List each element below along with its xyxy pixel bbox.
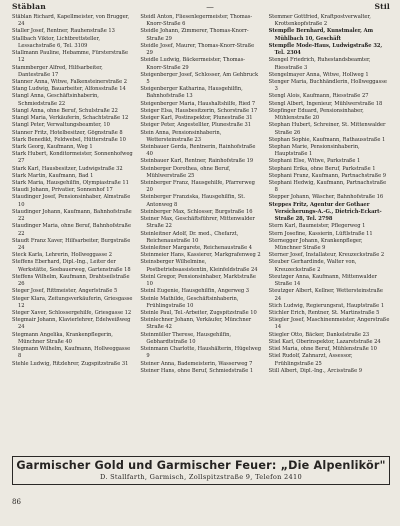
directory-entry: Stengl Albert, Ingenieur, Mühlwerstraße 18 (268, 100, 383, 107)
directory-entry: Stark Martin, Kaufmann, Bad 1 (12, 172, 94, 179)
directory-entry: Stanner Anna, Witwe, Falkensteinerstraße 2 (12, 78, 128, 85)
directory-column-3 (269, 14, 390, 452)
directory-entry: Steigenberger Katharina, Hausgehilfin, Bahnhofstraße 13 (140, 86, 243, 100)
directory-entry: Stemmer Gottfried, Kraftpostverwalter, Krottenkopfstraße 2 (268, 14, 371, 28)
directory-entry: Staudinger Johann, Kaufmann, Bahnhofstraße 22 (12, 208, 132, 223)
directory-entry: Stiegler Otto, Bäcker, Dankelstraße 23 (268, 331, 370, 338)
directory-entry: Stangl Anna, ohne Beruf, Schulstraße 22 (12, 107, 118, 114)
directory-entry: Stengel Friedrich, Ruhestandsbeamter, Riesstraße 3 (268, 57, 371, 71)
directory-entry: Steinberger Max, Schlosser, Burgstraße 16 (140, 208, 253, 215)
directory-entry: Stephani Hedwig, Kaufmann, Partnachstraße 8 (268, 180, 387, 194)
directory-entry: Steinberger Dorothea, ohne Beruf, Mühlwerstraße 25 (140, 165, 231, 179)
directory-entry: Stein Anna, Pensionsinhaberin, Wettersteinstraße 23 (140, 129, 222, 143)
directory-column-2 (140, 14, 261, 452)
directory-entry: Steinleitner Adolf, Dr. med., Chefarzt, Reichenaustraße 10 (140, 230, 239, 244)
header-left-keyword: Stäblan (12, 2, 46, 11)
directory-entry: Stephani Else, Witwe, Parkstraße 1 (268, 158, 361, 165)
directory-entry: Stephan Hubert, Schreiner, St. Mittenwalder Straße 26 (268, 122, 386, 136)
directory-entry: Stegmann Wilhelm, Kaufmann, Hollweggasse 8 (12, 346, 131, 360)
directory-entry: Stark Georg, Kaufmann, Weg 1 (12, 143, 93, 150)
directory-entry: Steutzger Anna, Kaufmann, Mittenwalder Straße 14 (268, 273, 377, 288)
directory-entry: Sterner Josef, Installateur, Kreuzeckstraße 2 (268, 252, 385, 259)
directory-entry: Stepfinger Eduard, Pensionsinhaber, Mühlenstraße 20 (268, 107, 364, 122)
directory-entry: Stegmann Angelika, Krankenpflegerin, Münchner Straße 40 (12, 331, 113, 345)
directory-entry: Steinle Paul, Tel.-Arbeiter, Zugspitzstraße 10 (140, 309, 257, 316)
directory-entry: Stehle Ludwig, Ritzlehrer, Zugspitzstraße 31 (12, 360, 129, 367)
directory-entry: Steinmann Charlotte, Haushälterin, Hügelweg 9 (140, 346, 262, 360)
directory-entry: Stangl Maria, Verkäuferin, Schachtstraße 12 (12, 115, 129, 122)
directory-entry: Steger Klara, Zeitungsverkäuferin, Griesgasse 12 (12, 295, 133, 309)
directory-entry: Steiner Max, Geschäftsführer, Mittenwalder Straße 22 (140, 216, 255, 230)
advertisement-headline: Garmischer Gold und Garmischer Feuer: „Die Alpenlikör" (16, 459, 386, 472)
directory-entry: Stiel Rudolf, Zahnarzt, Assessor, Frühlingstraße 25 (268, 353, 353, 367)
directory-entry: Steinleitner Margarete, Reichenaustraße 4 (140, 245, 253, 251)
directory-entry: Steger Xaver, Schlossergehilfe, Griesgasse 12 (12, 309, 132, 316)
directory-entry: Steck Karla, Lehrerin, Hollweggasse 2 (12, 252, 112, 259)
directory-entry: Stengelmayer Anna, Witwe, Hollweg 1 (268, 71, 369, 78)
directory-entry: Stangl Peter, Verwaltungsbeamter, 10 (12, 122, 110, 129)
directory-entry: Steger Josef, Rittmeister, Angerlstraße 5 (12, 288, 118, 295)
directory-entry: Steinmeier Hans, Kassierer, Markgrafenweg 2 (140, 252, 261, 259)
directory-entry: Steinmüller Therese, Hausgehilfin, Gebhardtstraße 10 (140, 331, 231, 345)
advertisement-address: D. Stallfarth, Garmisch, Zollspitzstraße 9, Telefon 2410 (99, 473, 303, 481)
directory-entry: Stengl Alois, Kaufmann, Riesstraße 27 (268, 93, 369, 100)
directory-entry: Stepper Johann, Wäscher, Bahnhofstraße 16 (268, 194, 384, 201)
directory-entry: Steppes Fritz, Agentur der Gothaer Versicherungs-A.-G., Dietrich-Eckart-Straße 28, Tel. 2798 (268, 201, 382, 223)
directory-entry: Stark Maria, Hausgehilfin, Olympiastraße 11 (12, 180, 129, 187)
header-right-keyword: Stil (374, 2, 390, 11)
directory-entry: Steutzger Albert, Kellner, Wettersteinstraße 24 (268, 288, 383, 302)
directory-entry: Stempfle Bernhard, Kunstmaler, Am Mühlbach 10, Geschäft (268, 28, 374, 42)
directory-entry: Steidle Johann, Zimmerer, Thomas-Knorr-Straße 29 (140, 28, 249, 42)
directory-entry: Steffens Eberhard, Dipl.-Ing., Leiter der Werkstätte, Seebauerweg, Gartenstraße 18 (12, 259, 131, 273)
directory-entry: Stephani Erika, ohne Beruf, Parkstraße 1 (268, 165, 376, 172)
directory-entry: Stark Benedikt, Feldwebel, Hütterstraße 10 (12, 136, 126, 143)
page-number: 86 (12, 498, 21, 506)
directory-entry: Steiger Elsa, Hausbesitzerin, Schorstraße 17 (140, 107, 258, 114)
directory-entry: Steigenberger Maria, Haushaltshilfe, Ried 7 (140, 100, 256, 107)
directory-entry: Staudt Franz Xaver, Hilfsarbeiter, Burgstraße 24 (12, 237, 131, 251)
directory-entry: Staller Josef, Rentner, Rauhenstraße 13 (12, 28, 115, 35)
directory-entry: Steidle Ludwig, Bäckermeister, Thomas-Knorr-Straße 29 (140, 57, 246, 71)
directory-entry: Stephan Marie, Pensionsinhaberin, Hauptstraße 1 (268, 143, 360, 158)
directory-entry: Steinl Gregor, Pensionsinhaber, Marktstraße 10 (140, 273, 256, 288)
directory-entry: Stallbach Viktor, Lichtbrettsteller, Lessachstraße 6, Tel. 3109 (12, 35, 100, 49)
directory-entry: Steiner Hans, ohne Beruf, Schmiedstraße 1 (140, 367, 254, 374)
directory-entry: Stäblan Richard, Kapellmeister, von Brugger, 24 (12, 14, 130, 28)
header-center-mark: — (206, 2, 215, 11)
directory-entry: Still Albert, Dipl.-Ing., Arcisstraße 9 (268, 367, 363, 374)
directory-entry: Staudinger Josef, Pensionsinhaber, Almstraße 10 (12, 194, 131, 208)
directory-entry: Steinsberger Wilhelmine, Postbetriebsassistentin, Kleinfeldstraße 24 (140, 259, 258, 273)
directory-entry: Stammberger Alfred, Hilfsarbeiter, Dantestraße 17 (12, 64, 103, 78)
directory-entry: Stephani Franz, Kaufmann, Partnachstraße 9 (268, 172, 387, 179)
directory-entry: Stang Ludwig, Bauarbeiter, Alfonsstraße 14 (12, 86, 126, 93)
directory-entry: Stallmann Pauline, Hebamme, Fürsterstraße 12 (12, 50, 129, 64)
directory-entry: Stephan Sophie, Kaufmann, Rathausstraße 1 (268, 136, 386, 143)
directory-entry: Stiel Maria, ohne Beruf, Mühlenstraße 10 (268, 346, 377, 353)
directory-entry: Stempfle Mode-Haus, Ludwigstraße 32, Tel. 2304 (268, 42, 383, 57)
directory-entry: Stich Ludwig, Regierungsrat, Hauptstraße 1 (268, 302, 385, 309)
advertisement-box (12, 456, 390, 485)
directory-entry: Staudinger Maria, ohne Beruf, Bahnhofstraße 22 (12, 223, 131, 237)
directory-entry: Stangl Anna, Geschäftsinhaberin, Schmiedstraße 22 (12, 93, 99, 107)
directory-columns (12, 14, 390, 452)
directory-entry: Stark Karl, Hausbesitzer, Ludwigstraße 32 (12, 165, 123, 172)
directory-entry: Stern Josefine, Kassierin, Lüftlstraße 11 (268, 230, 373, 237)
directory-entry: Stenger Maria, Buchhändlerin, Hollweggasse 3 (268, 78, 387, 93)
directory-entry: Steinbauer Karl, Rentner, Rainhofstraße 19 (140, 158, 254, 165)
directory-entry: Staudi Johann, Privatier, Sonnenhof 17 (12, 187, 113, 194)
directory-entry: Stark Hubert, Konditormeister, Sonnenhofweg 27 (12, 151, 133, 165)
directory-entry: Steinle Mathilde, Geschäftsinhaberin, Frühlingstraße 10 (140, 295, 239, 309)
directory-entry: Stiel Karl, Oberinspektor, Lazaretstraße 24 (268, 338, 381, 345)
directory-entry: Steigenberger Josef, Schlosser, Am Gehbruck 5 (140, 71, 259, 85)
directory-entry: Steidl Anton, Fliesenlegermeister, Thomas-Knorr-Straße 6 (140, 14, 253, 28)
directory-column-1 (12, 14, 133, 452)
directory-entry: Steinlechner Johann, Verkäufer, Münchner Straße 42 (140, 317, 252, 331)
directory-entry: Steiner Anna, Bademeisterin, Wasserweg 7 (140, 360, 253, 367)
directory-entry: Stanner Fritz, Hotelbesitzer, Gögnstraße 8 (12, 129, 123, 136)
directory-entry: Stiegler Josef, Maschinenmeister, Angerstraße 14 (268, 317, 390, 331)
directory-entry: Sternegger Johann, Krankenpfleger, Münchner Straße 9 (268, 237, 363, 251)
directory-entry: Steinbauer Gerda, Rentnerin, Rainhofstraße 40 (140, 143, 256, 158)
directory-entry: Steuber Gerhardinde, Walter von, Kreuzeckstraße 2 (268, 259, 357, 273)
directory-entry: Steidle Josef, Maurer, Thomas-Knorr-Straße 29 (140, 42, 255, 57)
directory-entry: Steiger Peter, Angestellter, Plunestraße 31 (140, 122, 252, 129)
directory-entry: Stegmair Johann, Klavierlehrer, Edelweißweg 24 (12, 317, 131, 331)
directory-entry: Stern Karl, Baumeister, Pflegerweg 1 (268, 223, 366, 230)
directory-entry: Steinl Eugenie, Hausgehilfin, Angerweg 3 (140, 288, 250, 295)
directory-entry: Steiger Karl, Postinspektor, Plunestraße 31 (140, 115, 253, 122)
directory-entry: Steffens Wilhelm, Kaufmann, Drahtseilstraße 26 (12, 273, 130, 288)
directory-entry: Steinberger Franziska, Hausgehilfin, St. Antonweg 8 (140, 194, 245, 208)
directory-entry: Steinberger Franz, Hausgehilfe, Pfarrerweg 20 (140, 180, 255, 194)
directory-entry: Stichler Erich, Rentner, St. Martinstraße 5 (268, 309, 380, 316)
